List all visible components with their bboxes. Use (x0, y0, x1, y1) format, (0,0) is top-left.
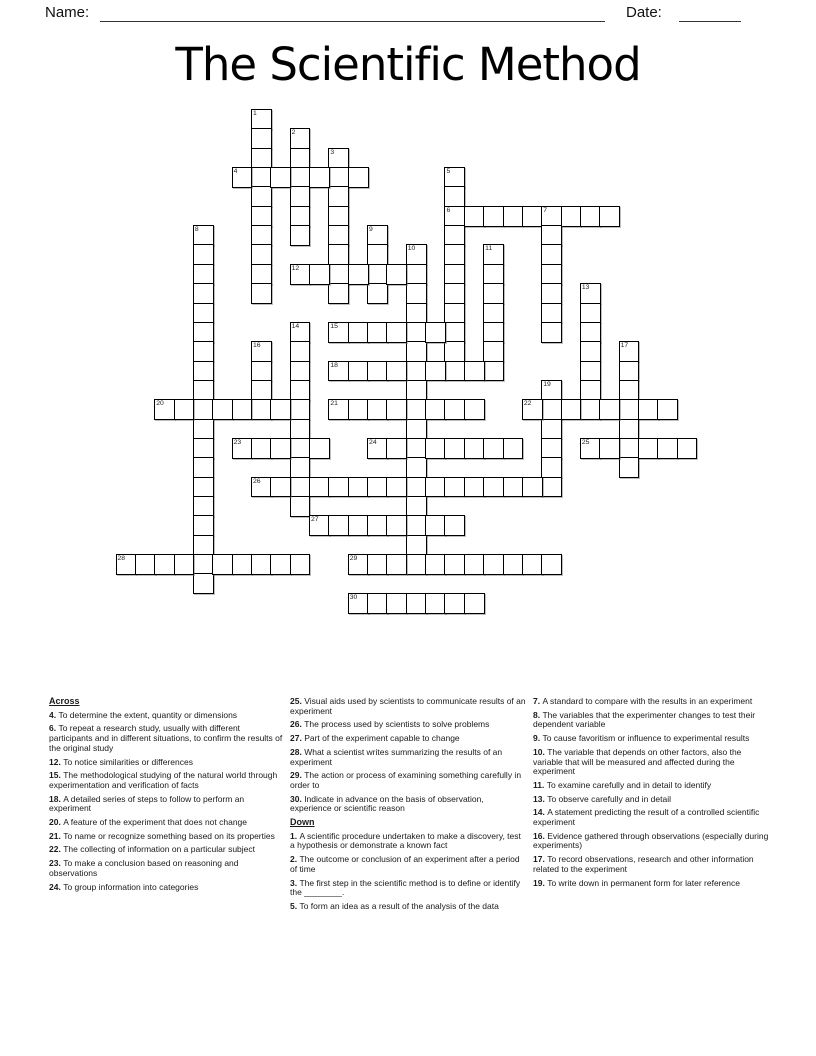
cell-number: 23 (233, 438, 242, 446)
clue-item: 9. To cause favoritism or influence to experimental results (533, 733, 750, 744)
grid-cell[interactable] (290, 380, 311, 401)
cell-number: 29 (349, 555, 358, 563)
grid-cell[interactable] (580, 303, 601, 324)
grid-cell[interactable] (367, 477, 388, 498)
grid-cell[interactable] (193, 554, 214, 575)
grid-cell[interactable] (619, 380, 640, 401)
cell-number: 13 (581, 284, 590, 292)
cell-number: 27 (311, 516, 319, 524)
grid-cell[interactable] (251, 167, 272, 188)
grid-cell[interactable] (541, 264, 562, 285)
grid-cell[interactable] (406, 361, 427, 382)
grid-cell[interactable] (386, 264, 407, 285)
grid-cell[interactable] (290, 554, 311, 575)
grid-cell[interactable] (290, 225, 311, 246)
grid-cell[interactable] (619, 457, 640, 478)
clue-item: 26. The process used by scientists to solve problems (290, 719, 490, 730)
grid-cell[interactable] (309, 438, 330, 459)
clues-column-down (533, 697, 769, 892)
cell-number: 9 (369, 226, 373, 234)
grid-cell[interactable] (444, 206, 465, 227)
grid-cell[interactable] (444, 361, 465, 382)
grid-cell[interactable] (251, 109, 272, 130)
cell-number: 24 (369, 438, 377, 446)
grid-cell[interactable] (541, 419, 562, 440)
clue-item: 4. To determine the extent, quantity or dimensions (49, 709, 238, 720)
grid-cell[interactable] (193, 515, 214, 536)
grid-cell[interactable] (657, 399, 678, 420)
grid-cell[interactable] (483, 303, 504, 324)
grid-cell[interactable] (580, 322, 601, 343)
date-label: Date: (626, 4, 662, 21)
grid-cell[interactable] (406, 399, 427, 420)
grid-cell[interactable] (619, 341, 640, 362)
grid-cell[interactable] (464, 554, 485, 575)
grid-cell[interactable] (444, 438, 465, 459)
grid-cell[interactable] (522, 399, 543, 420)
grid-cell[interactable] (425, 361, 446, 382)
clue-item: 6. To repeat a research study, usually with different participants and in different situations, to confirm the results of the original study (49, 723, 283, 753)
grid-cell[interactable] (483, 283, 504, 304)
cell-number: 10 (407, 245, 416, 253)
grid-cell[interactable] (193, 303, 214, 324)
grid-cell[interactable] (116, 554, 137, 575)
grid-cell[interactable] (406, 419, 427, 440)
grid-cell[interactable] (541, 399, 562, 420)
grid-cell[interactable] (386, 399, 407, 420)
grid-cell[interactable] (348, 477, 369, 498)
grid-cell[interactable] (599, 399, 620, 420)
grid-cell[interactable] (406, 515, 427, 536)
grid-cell[interactable] (444, 477, 465, 498)
clue-item: 7. A standard to compare with the results in an experiment (533, 696, 753, 706)
grid-cell[interactable] (580, 283, 601, 304)
grid-cell[interactable] (386, 438, 407, 459)
grid-cell[interactable] (619, 361, 640, 382)
grid-cell[interactable] (444, 303, 465, 324)
grid-cell[interactable] (193, 283, 214, 304)
grid-cell[interactable] (483, 361, 504, 382)
cell-number: 7 (543, 206, 547, 214)
clue-item: 20. A feature of the experiment that does not change (49, 817, 248, 828)
grid-cell[interactable] (483, 554, 504, 575)
grid-cell[interactable] (251, 206, 272, 227)
grid-cell[interactable] (251, 244, 272, 265)
grid-cell[interactable] (309, 477, 330, 498)
grid-cell[interactable] (386, 515, 407, 536)
grid-cell[interactable] (541, 206, 562, 227)
across-heading: Across (49, 696, 80, 706)
grid-cell[interactable] (619, 419, 640, 440)
grid-cell[interactable] (270, 399, 291, 420)
grid-cell[interactable] (328, 206, 349, 227)
clue-item: 27. Part of the experiment capable to change (290, 733, 460, 744)
grid-cell[interactable] (464, 438, 485, 459)
grid-cell[interactable] (657, 438, 678, 459)
grid-cell[interactable] (444, 341, 465, 362)
grid-cell[interactable] (406, 264, 427, 285)
grid-cell[interactable] (193, 535, 214, 556)
grid-cell[interactable] (444, 554, 465, 575)
grid-cell[interactable] (290, 361, 311, 382)
grid-cell[interactable] (135, 554, 156, 575)
clue-item: 12. To notice similarities or differences (49, 756, 193, 767)
grid-cell[interactable] (541, 477, 562, 498)
grid-cell[interactable] (328, 264, 349, 285)
grid-cell[interactable] (348, 554, 369, 575)
grid-cell[interactable] (541, 457, 562, 478)
clue-item: 28. What a scientist writes summarizing the results of an experiment (290, 746, 503, 767)
cell-number: 3 (330, 148, 335, 156)
grid-cell[interactable] (348, 322, 369, 343)
grid-cell[interactable] (367, 515, 388, 536)
grid-cell[interactable] (444, 283, 465, 304)
grid-cell[interactable] (270, 167, 291, 188)
grid-cell[interactable] (290, 128, 311, 149)
cell-number: 1 (252, 110, 257, 117)
date-input-line[interactable] (679, 20, 741, 22)
grid-cell[interactable] (367, 399, 388, 420)
grid-cell[interactable] (444, 186, 465, 207)
grid-cell[interactable] (232, 554, 253, 575)
grid-cell[interactable] (309, 515, 330, 536)
grid-cell[interactable] (212, 554, 233, 575)
cell-number: 18 (330, 361, 338, 369)
cell-number: 19 (543, 380, 551, 388)
grid-cell[interactable] (367, 264, 388, 285)
grid-cell[interactable] (193, 573, 214, 594)
grid-cell[interactable] (483, 438, 504, 459)
grid-cell[interactable] (444, 225, 465, 246)
grid-cell[interactable] (290, 419, 311, 440)
clue-item: 8. The variables that the experimenter changes to test their dependent variable (533, 709, 756, 730)
clue-item: 1. A scientific procedure undertaken to make a discovery, test a hypothesis or demonstrate a known fact (290, 830, 521, 851)
grid-cell[interactable] (348, 264, 369, 285)
grid-cell[interactable] (483, 322, 504, 343)
grid-cell[interactable] (290, 186, 311, 207)
grid-cell[interactable] (367, 225, 388, 246)
grid-cell[interactable] (251, 264, 272, 285)
clue-item: 2. The outcome or conclusion of an experiment after a period of time (290, 854, 520, 874)
grid-cell[interactable] (464, 477, 485, 498)
grid-cell[interactable] (348, 167, 369, 188)
grid-cell[interactable] (522, 477, 543, 498)
grid-cell[interactable] (386, 322, 407, 343)
grid-cell[interactable] (328, 477, 349, 498)
grid-cell[interactable] (444, 399, 465, 420)
grid-cell[interactable] (483, 477, 504, 498)
grid-cell[interactable] (406, 283, 427, 304)
grid-cell[interactable] (251, 399, 272, 420)
cell-number: 5 (446, 168, 451, 176)
grid-cell[interactable] (290, 399, 311, 420)
grid-cell[interactable] (251, 148, 272, 169)
grid-cell[interactable] (251, 186, 272, 207)
grid-cell[interactable] (503, 206, 524, 227)
name-label: Name: (45, 4, 90, 21)
clue-item: 19. To write down in permanent form for later reference (533, 877, 740, 888)
grid-cell[interactable] (174, 554, 195, 575)
clue-item: 11. To examine carefully and in detail to identify (533, 779, 712, 790)
grid-cell[interactable] (290, 457, 311, 478)
grid-cell[interactable] (193, 438, 214, 459)
clue-item: 14. A statement predicting the result of a controlled scientific experiment (533, 807, 760, 828)
grid-cell[interactable] (541, 438, 562, 459)
clue-item: 17. To record observations, research and other information related to the experiment (533, 854, 754, 874)
cell-number: 2 (291, 129, 296, 137)
grid-cell[interactable] (232, 438, 253, 459)
grid-cell[interactable] (406, 322, 427, 343)
grid-cell[interactable] (464, 206, 485, 227)
grid-cell[interactable] (619, 399, 640, 420)
grid-cell[interactable] (367, 322, 388, 343)
grid-cell[interactable] (290, 264, 311, 285)
grid-cell[interactable] (290, 496, 311, 517)
grid-cell[interactable] (406, 380, 427, 401)
grid-cell[interactable] (599, 438, 620, 459)
grid-cell[interactable] (290, 206, 311, 227)
grid-cell[interactable] (367, 283, 388, 304)
grid-cell[interactable] (290, 438, 311, 459)
grid-cell[interactable] (406, 341, 427, 362)
grid-cell[interactable] (541, 303, 562, 324)
grid-cell[interactable] (193, 477, 214, 498)
grid-cell[interactable] (425, 477, 446, 498)
grid-cell[interactable] (386, 361, 407, 382)
grid-cell[interactable] (406, 477, 427, 498)
grid-cell[interactable] (406, 303, 427, 324)
clue-item: 22. The collecting of information on a particular subject (49, 844, 256, 855)
grid-cell[interactable] (251, 554, 272, 575)
grid-cell[interactable] (328, 399, 349, 420)
grid-cell[interactable] (677, 438, 698, 459)
grid-cell[interactable] (251, 438, 272, 459)
grid-cell[interactable] (290, 341, 311, 362)
grid-cell[interactable] (464, 399, 485, 420)
grid-cell[interactable] (464, 361, 485, 382)
grid-cell[interactable] (580, 380, 601, 401)
grid-cell[interactable] (638, 438, 659, 459)
cell-number: 11 (485, 245, 493, 253)
grid-cell[interactable] (348, 399, 369, 420)
grid-cell[interactable] (251, 380, 272, 401)
grid-cell[interactable] (251, 128, 272, 149)
grid-cell[interactable] (290, 477, 311, 498)
cell-number: 28 (117, 555, 126, 563)
grid-cell[interactable] (406, 438, 427, 459)
grid-cell[interactable] (406, 535, 427, 556)
grid-cell[interactable] (348, 515, 369, 536)
grid-cell[interactable] (193, 361, 214, 382)
clue-item: 29. The action or process of examining something carefully in order to (290, 770, 522, 790)
grid-cell[interactable] (328, 167, 349, 188)
clue-item: 13. To observe carefully and in detail (533, 793, 671, 804)
grid-cell[interactable] (619, 438, 640, 459)
grid-cell[interactable] (561, 399, 582, 420)
page-title: The Scientific Method (175, 38, 641, 91)
cell-number: 16 (252, 342, 261, 350)
grid-cell[interactable] (328, 283, 349, 304)
cell-number: 25 (581, 438, 590, 446)
clue-item: 18. A detailed series of steps to follow to perform an experiment (49, 793, 245, 814)
grid-cell[interactable] (251, 477, 272, 498)
grid-cell[interactable] (503, 477, 524, 498)
grid-cell[interactable] (328, 361, 349, 382)
clue-item: 21. To name or recognize something based on its properties (49, 830, 275, 841)
grid-cell[interactable] (425, 554, 446, 575)
grid-cell[interactable] (483, 264, 504, 285)
grid-cell[interactable] (270, 438, 291, 459)
grid-cell[interactable] (367, 554, 388, 575)
grid-cell[interactable] (406, 554, 427, 575)
grid-cell[interactable] (193, 496, 214, 517)
clue-item: 23. To make a conclusion based on reasoning and observations (49, 858, 239, 878)
grid-cell[interactable] (425, 399, 446, 420)
grid-cell[interactable] (348, 361, 369, 382)
grid-cell[interactable] (328, 225, 349, 246)
grid-cell[interactable] (328, 244, 349, 265)
grid-cell[interactable] (251, 341, 272, 362)
grid-cell[interactable] (193, 380, 214, 401)
grid-cell[interactable] (193, 399, 214, 420)
grid-cell[interactable] (599, 206, 620, 227)
grid-cell[interactable] (193, 341, 214, 362)
cell-number: 8 (194, 226, 199, 234)
grid-cell[interactable] (444, 264, 465, 285)
grid-cell[interactable] (386, 554, 407, 575)
clues-column-middle (290, 697, 526, 916)
grid-cell[interactable] (580, 206, 601, 227)
grid-cell[interactable] (541, 283, 562, 304)
grid-cell[interactable] (425, 438, 446, 459)
grid-cell[interactable] (193, 244, 214, 265)
grid-cell[interactable] (328, 148, 349, 169)
grid-cell[interactable] (367, 593, 388, 614)
clue-item: 16. Evidence gathered through observations (especially during experiments) (533, 830, 769, 851)
grid-cell[interactable] (541, 244, 562, 265)
grid-cell[interactable] (444, 593, 465, 614)
grid-cell[interactable] (251, 283, 272, 304)
clue-item: 3. The first step in the scientific method is to define or identify the ________. (290, 877, 521, 898)
grid-cell[interactable] (503, 438, 524, 459)
grid-cell[interactable] (406, 593, 427, 614)
grid-cell[interactable] (309, 167, 330, 188)
down-heading: Down (290, 817, 315, 828)
grid-cell[interactable] (386, 593, 407, 614)
name-input-line[interactable] (100, 20, 605, 22)
grid-cell[interactable] (638, 399, 659, 420)
grid-cell[interactable] (232, 399, 253, 420)
grid-cell[interactable] (580, 341, 601, 362)
grid-cell[interactable] (328, 515, 349, 536)
clue-item: 5. To form an idea as a result of the analysis of the data (290, 900, 499, 911)
grid-cell[interactable] (154, 399, 175, 420)
grid-cell[interactable] (290, 322, 311, 343)
grid-cell[interactable] (444, 244, 465, 265)
grid-cell[interactable] (251, 225, 272, 246)
cell-number: 26 (252, 477, 261, 485)
cell-number: 30 (349, 593, 358, 601)
grid-cell[interactable] (367, 244, 388, 265)
grid-cell[interactable] (309, 264, 330, 285)
cell-number: 21 (330, 400, 338, 408)
grid-cell[interactable] (193, 419, 214, 440)
grid-cell[interactable] (580, 438, 601, 459)
cell-number: 6 (446, 206, 451, 214)
grid-cell[interactable] (580, 399, 601, 420)
grid-cell[interactable] (483, 206, 504, 227)
grid-cell[interactable] (561, 206, 582, 227)
grid-cell[interactable] (464, 593, 485, 614)
grid-cell[interactable] (328, 186, 349, 207)
grid-cell[interactable] (444, 167, 465, 188)
grid-cell[interactable] (212, 399, 233, 420)
clue-item: 25. Visual aids used by scientists to communicate results of an experiment (290, 696, 526, 716)
grid-cell[interactable] (541, 225, 562, 246)
grid-cell[interactable] (483, 341, 504, 362)
grid-cell[interactable] (522, 554, 543, 575)
grid-cell[interactable] (425, 322, 446, 343)
grid-cell[interactable] (425, 515, 446, 536)
cell-number: 15 (330, 322, 338, 330)
grid-cell[interactable] (270, 554, 291, 575)
grid-cell[interactable] (154, 554, 175, 575)
cell-number: 14 (291, 322, 300, 330)
grid-cell[interactable] (328, 322, 349, 343)
grid-cell[interactable] (580, 361, 601, 382)
grid-cell[interactable] (541, 322, 562, 343)
grid-cell[interactable] (251, 361, 272, 382)
grid-cell[interactable] (386, 477, 407, 498)
grid-cell[interactable] (270, 477, 291, 498)
grid-cell[interactable] (174, 399, 195, 420)
grid-cell[interactable] (483, 244, 504, 265)
clue-item: 10. The variable that depends on other factors, also the variable that will be measured and affected during the experiment (533, 746, 742, 777)
cell-number: 20 (156, 400, 164, 408)
grid-cell[interactable] (290, 167, 311, 188)
grid-cell[interactable] (406, 457, 427, 478)
grid-cell[interactable] (193, 264, 214, 285)
grid-cell[interactable] (367, 361, 388, 382)
cell-number: 22 (523, 400, 532, 408)
grid-cell[interactable] (232, 167, 253, 188)
grid-cell[interactable] (193, 457, 214, 478)
grid-cell[interactable] (406, 244, 427, 265)
clue-item: 30. Indicate in advance on the basis of observation, experience or scientific reason (290, 793, 484, 814)
grid-cell[interactable] (541, 554, 562, 575)
clues-column-across (49, 697, 285, 896)
grid-cell[interactable] (290, 148, 311, 169)
grid-cell[interactable] (503, 554, 524, 575)
cell-number: 4 (233, 168, 238, 176)
grid-cell[interactable] (444, 322, 465, 343)
grid-cell[interactable] (367, 438, 388, 459)
cell-number: 17 (620, 342, 629, 350)
clue-item: 15. The methodological studying of the natural world through experimentation and verification of facts (49, 770, 278, 790)
clue-item: 24. To group information into categories (49, 881, 199, 892)
grid-cell[interactable] (425, 593, 446, 614)
grid-cell[interactable] (193, 322, 214, 343)
grid-cell[interactable] (406, 496, 427, 517)
grid-cell[interactable] (348, 593, 369, 614)
grid-cell[interactable] (522, 206, 543, 227)
grid-cell[interactable] (444, 515, 465, 536)
grid-cell[interactable] (193, 225, 214, 246)
grid-cell[interactable] (541, 380, 562, 401)
cell-number: 12 (291, 264, 300, 272)
